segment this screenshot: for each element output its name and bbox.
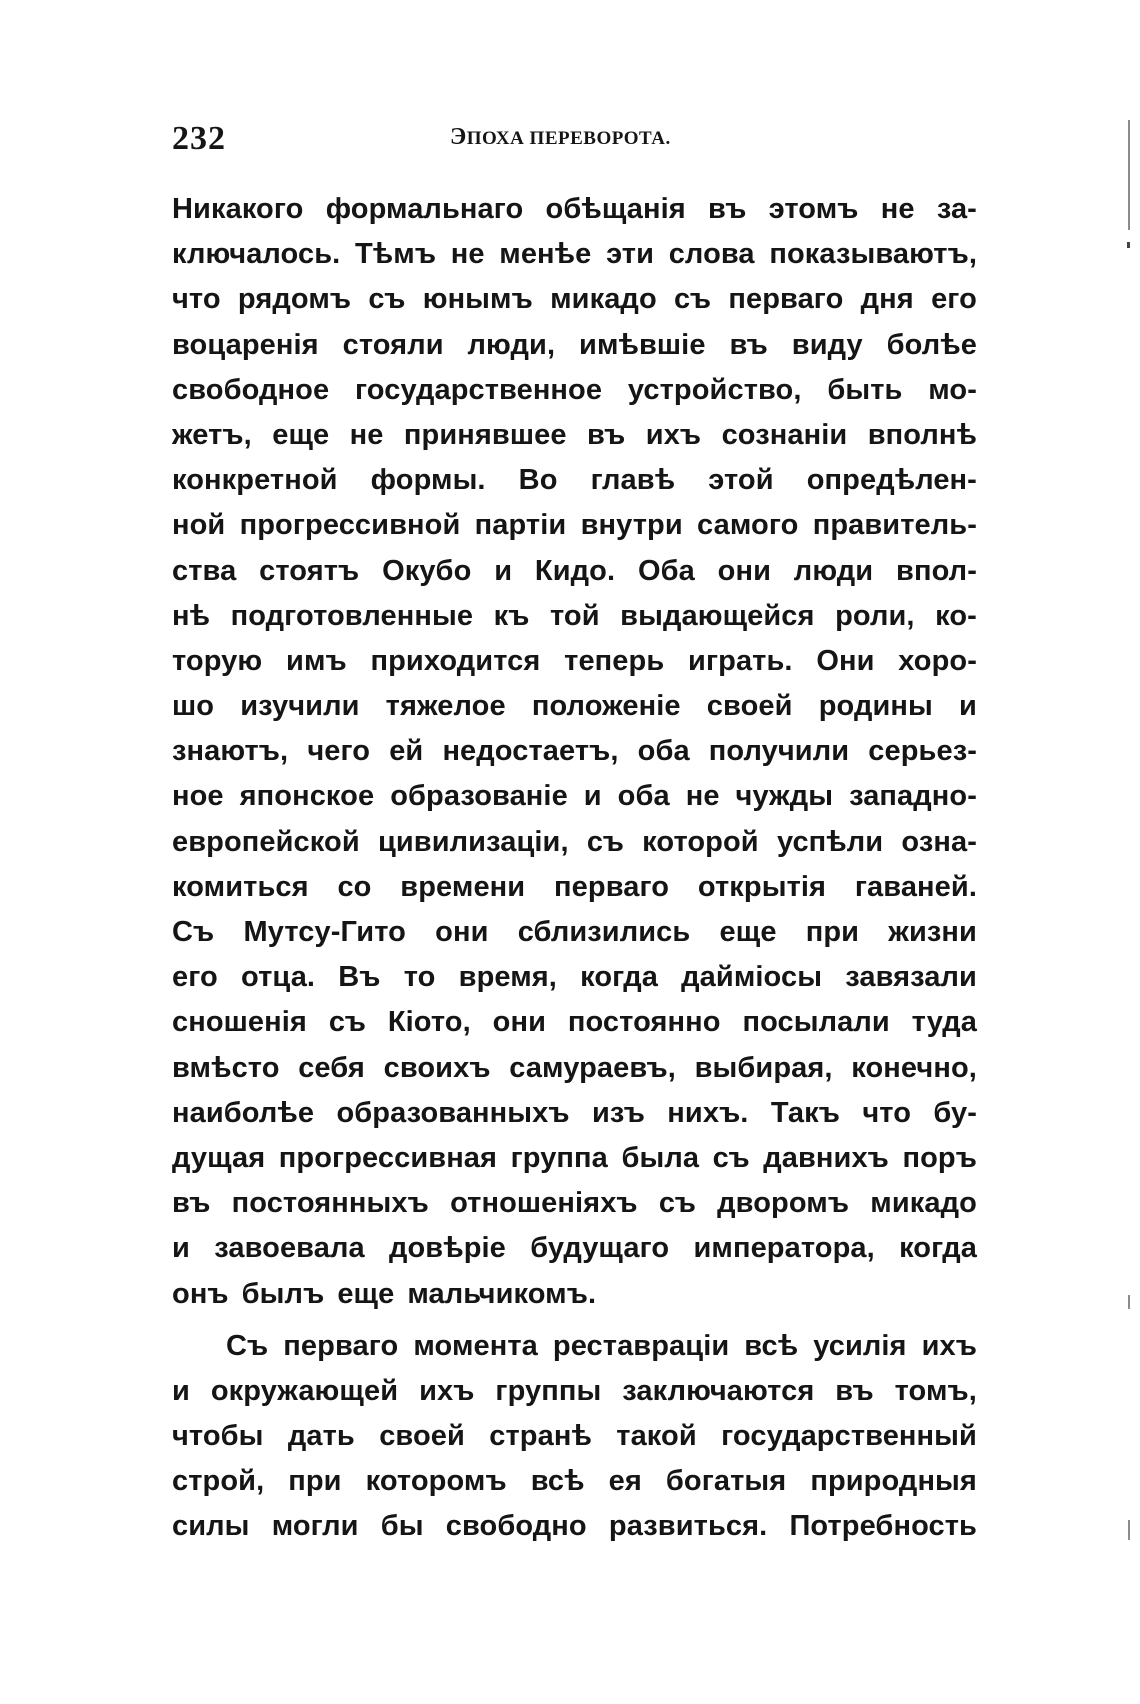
text-line [172, 820, 977, 865]
text-line [172, 503, 977, 548]
word: эти [606, 238, 655, 271]
word: комиться [172, 870, 309, 903]
word: и [172, 1374, 190, 1407]
word: мо- [928, 373, 977, 406]
word: они [435, 916, 489, 948]
word: слова [668, 238, 755, 271]
word: себя [298, 1051, 365, 1084]
word: западно- [849, 780, 977, 813]
word: его [931, 283, 977, 316]
word: вполнѣ [867, 418, 977, 451]
word: всѣ [530, 1465, 585, 1498]
word: съ [712, 1141, 750, 1174]
running-title-rest: ПОХА ПЕРЕВОРОТА. [466, 128, 671, 149]
word: успѣли [776, 825, 884, 858]
text-line [172, 1504, 977, 1549]
text-line [172, 1369, 977, 1414]
word: времени [400, 870, 526, 903]
word: государственное [355, 373, 603, 406]
word: заключаются [622, 1374, 815, 1407]
word: ей [389, 735, 424, 768]
word: Тѣмъ [354, 238, 437, 271]
word: поръ [902, 1141, 977, 1174]
word: показываютъ, [769, 238, 977, 271]
text-line [172, 1136, 977, 1181]
word: группа [510, 1141, 608, 1174]
word: ихъ [419, 1374, 475, 1407]
word: самого [697, 509, 799, 542]
word: съ [674, 283, 712, 316]
word: выдающейся [620, 599, 815, 632]
word: реставраціи [552, 1329, 730, 1362]
word: Кіото, [387, 1006, 471, 1039]
text-line [172, 1414, 977, 1459]
word: съ [658, 1187, 696, 1220]
word: и [494, 554, 513, 587]
word: изъ [591, 1096, 645, 1129]
word: конкретной [172, 464, 338, 497]
word: оба [637, 735, 690, 768]
word: въ [708, 193, 747, 225]
word: группы [495, 1374, 602, 1407]
scan-edge-mark [1128, 120, 1130, 230]
word: имъ [286, 644, 347, 677]
word: своей [379, 1420, 465, 1453]
word: которомъ [365, 1465, 507, 1498]
word: дать [287, 1420, 355, 1453]
word: получили [708, 735, 850, 768]
word: Они [816, 644, 875, 677]
text-line [172, 232, 977, 277]
word: перваго [283, 1329, 399, 1362]
word: теперь [564, 644, 665, 677]
text-line [172, 368, 977, 413]
word: гаваней. [854, 870, 977, 903]
word: когда [580, 961, 658, 994]
word: люди, [467, 328, 556, 361]
word: усилія [813, 1329, 907, 1362]
word: постоянныхъ [231, 1187, 429, 1220]
word: шо [172, 690, 215, 723]
word: перваго [728, 283, 844, 316]
word: этой [708, 464, 774, 497]
word: могли [271, 1510, 359, 1543]
word: тяжелое [385, 690, 506, 723]
word: съ [586, 825, 624, 858]
word: за- [936, 193, 977, 225]
word: этомъ [768, 193, 859, 225]
scan-edge-mark [1128, 1520, 1130, 1540]
word: природныя [810, 1465, 977, 1498]
word: время, [458, 961, 557, 994]
word: хоро- [898, 644, 977, 677]
word: свободно [445, 1510, 587, 1543]
word: такой [616, 1420, 697, 1453]
text-line [172, 1459, 977, 1504]
word: еще [337, 1277, 395, 1310]
text-line [172, 684, 977, 729]
word: туда [911, 1006, 977, 1039]
text-line [172, 323, 977, 368]
word: устройство, [627, 373, 802, 406]
word: родины [818, 690, 933, 723]
word: знаютъ, [172, 735, 289, 768]
word: ихъ [645, 418, 702, 451]
word: ихъ [921, 1329, 977, 1362]
text-line [172, 277, 977, 322]
word: еще [719, 916, 777, 948]
word: еще [272, 418, 330, 451]
word: богатыя [665, 1465, 787, 1498]
word: ной [172, 509, 226, 542]
word: менѣе [499, 238, 592, 271]
word: перваго [554, 870, 670, 903]
word: цивилизаціи, [377, 825, 569, 858]
word: въ [835, 1374, 874, 1407]
word: строй, [172, 1465, 265, 1498]
word: когда [899, 1232, 977, 1265]
word: онъ [172, 1277, 229, 1310]
body-text [172, 187, 977, 1550]
word: серьез- [868, 735, 977, 768]
running-title [450, 124, 671, 151]
word: бу- [933, 1096, 977, 1129]
word: внутри [580, 509, 683, 542]
page-number: 232 [172, 120, 226, 157]
word: со [337, 870, 372, 903]
word: всѣ [744, 1329, 799, 1362]
word: приходится [370, 644, 541, 677]
word: ко- [935, 599, 977, 632]
word: микадо [870, 1187, 977, 1220]
word: Съ [172, 916, 215, 948]
word: при [288, 1465, 342, 1498]
word: рядомъ [237, 283, 352, 316]
text-line [172, 1226, 977, 1271]
word: открытія [697, 870, 827, 903]
word: чтобы [172, 1420, 264, 1453]
word: посылали [742, 1006, 890, 1039]
text-line [172, 910, 977, 955]
word: не [349, 418, 384, 451]
word: нѣ [172, 599, 211, 632]
word: ное [172, 780, 224, 813]
word: при [805, 916, 860, 948]
word: микадо [550, 283, 657, 316]
word: Мутсу-Гито [243, 916, 406, 948]
running-title-initial: Э [450, 124, 467, 150]
word: Никакого [172, 193, 304, 225]
text-line [172, 774, 977, 819]
word: Окубо [382, 554, 472, 587]
word: выбирая, [694, 1051, 833, 1084]
word: и [172, 1232, 190, 1265]
word: своихъ [383, 1051, 491, 1084]
text-line [172, 187, 977, 232]
word: жетъ, [172, 418, 252, 451]
word: сознаніи [721, 418, 848, 451]
word: быть [827, 373, 903, 406]
word: конечно, [851, 1051, 977, 1084]
word: изучили [240, 690, 360, 723]
word: дайміосы [681, 961, 823, 994]
word: Во [518, 464, 558, 497]
word: была [621, 1141, 700, 1174]
word: къ [493, 599, 530, 632]
text-line [172, 413, 977, 458]
word: постоянно [567, 1006, 721, 1039]
word: Съ [226, 1329, 269, 1362]
word: момента [413, 1329, 538, 1362]
word: принявшее [403, 418, 567, 451]
word: бы [380, 1510, 424, 1543]
word: своей [706, 690, 793, 723]
paragraph-gap [172, 1317, 977, 1324]
word: болѣе [886, 328, 977, 361]
word: партіи [474, 509, 567, 542]
word: довѣріе [388, 1232, 506, 1265]
word: сблизились [517, 916, 691, 948]
word: не [880, 193, 915, 225]
word: странѣ [489, 1420, 592, 1453]
word: не [450, 238, 485, 271]
word: той [549, 599, 600, 632]
text-line [172, 594, 977, 639]
word: въ [172, 1187, 211, 1220]
word: озна- [901, 825, 977, 858]
text-line [172, 1272, 977, 1317]
text-line [172, 955, 977, 1000]
word: и [959, 690, 977, 723]
word: играть. [688, 644, 793, 677]
word: обѣщанія [545, 193, 686, 225]
word: Кидо. [534, 554, 616, 587]
scan-edge-mark [1127, 242, 1130, 248]
word: формальнаго [325, 193, 524, 225]
word: окружающей [210, 1374, 399, 1407]
word: то [403, 961, 436, 994]
text-line [172, 639, 977, 684]
word: что [862, 1096, 912, 1129]
word: вмѣсто [172, 1051, 280, 1084]
text-line [172, 549, 977, 594]
word: мальчикомъ. [407, 1277, 597, 1310]
word: съ [328, 1006, 366, 1039]
word: давнихъ [763, 1141, 889, 1174]
word: подготовленные [230, 599, 474, 632]
word: наиболѣе [172, 1096, 315, 1129]
word: нихъ. [667, 1096, 749, 1129]
word: стоятъ [259, 554, 360, 587]
word: они [717, 554, 771, 587]
word: дворомъ [717, 1187, 850, 1220]
word: развиться. [608, 1510, 768, 1543]
word: образованныхъ [336, 1096, 570, 1129]
word: чужды [735, 780, 834, 813]
text-line [172, 729, 977, 774]
word: положеніе [531, 690, 681, 723]
text-line [172, 1046, 977, 1091]
word: которой [642, 825, 759, 858]
word: впол- [896, 554, 977, 587]
text-line [172, 1181, 977, 1226]
word: въ [586, 418, 626, 451]
text-line [172, 1091, 977, 1136]
word: опредѣлен- [806, 464, 977, 497]
word: Въ [338, 961, 381, 994]
text-line [172, 865, 977, 910]
word: главѣ [590, 464, 676, 497]
word: имѣвшіе [579, 328, 706, 361]
word: люди [793, 554, 874, 587]
running-head [172, 110, 982, 160]
word: виду [791, 328, 863, 361]
word: юнымъ [422, 283, 533, 316]
word: они [492, 1006, 546, 1039]
word: отношеніяхъ [450, 1187, 638, 1220]
word: дущая [172, 1141, 266, 1174]
word: дня [860, 283, 914, 316]
word: государственный [721, 1420, 977, 1453]
word: прогрессивная [278, 1141, 498, 1174]
text-line [172, 1324, 977, 1369]
word: свободное [172, 373, 330, 406]
word: Такъ [770, 1096, 840, 1129]
word: правитель- [812, 509, 977, 542]
word: съ [368, 283, 406, 316]
word: торую [172, 644, 263, 677]
word: былъ [241, 1277, 325, 1310]
word: недостаетъ, [442, 735, 619, 768]
word: Потребность [789, 1510, 977, 1543]
word: ключалось. [172, 238, 341, 271]
word: и [583, 780, 602, 813]
scan-edge-mark [1128, 1295, 1130, 1309]
word: завоевала [214, 1232, 365, 1265]
word: жизни [888, 916, 977, 948]
word: что [172, 283, 221, 316]
word: роли, [835, 599, 915, 632]
word: ея [608, 1465, 642, 1498]
word: въ [729, 328, 768, 361]
word: образованіе [390, 780, 568, 813]
word: японское [239, 780, 375, 813]
word: его [172, 961, 218, 994]
word: томъ, [894, 1374, 977, 1407]
word: формы. [370, 464, 486, 497]
word: оба [617, 780, 670, 813]
word: не [685, 780, 720, 813]
word: самураевъ, [509, 1051, 676, 1084]
word: чего [307, 735, 371, 768]
word: ства [172, 554, 237, 587]
word: прогрессивной [239, 509, 461, 542]
word: Оба [637, 554, 695, 587]
word: императора, [693, 1232, 875, 1265]
word: стояли [342, 328, 444, 361]
word: европейской [172, 825, 360, 858]
text-line [172, 458, 977, 503]
word: силы [172, 1510, 250, 1543]
word: отца. [241, 961, 316, 994]
word: завязали [845, 961, 977, 994]
word: сношенія [172, 1006, 307, 1039]
word: воцаренія [172, 328, 319, 361]
text-line [172, 1000, 977, 1045]
word: будущаго [530, 1232, 670, 1265]
